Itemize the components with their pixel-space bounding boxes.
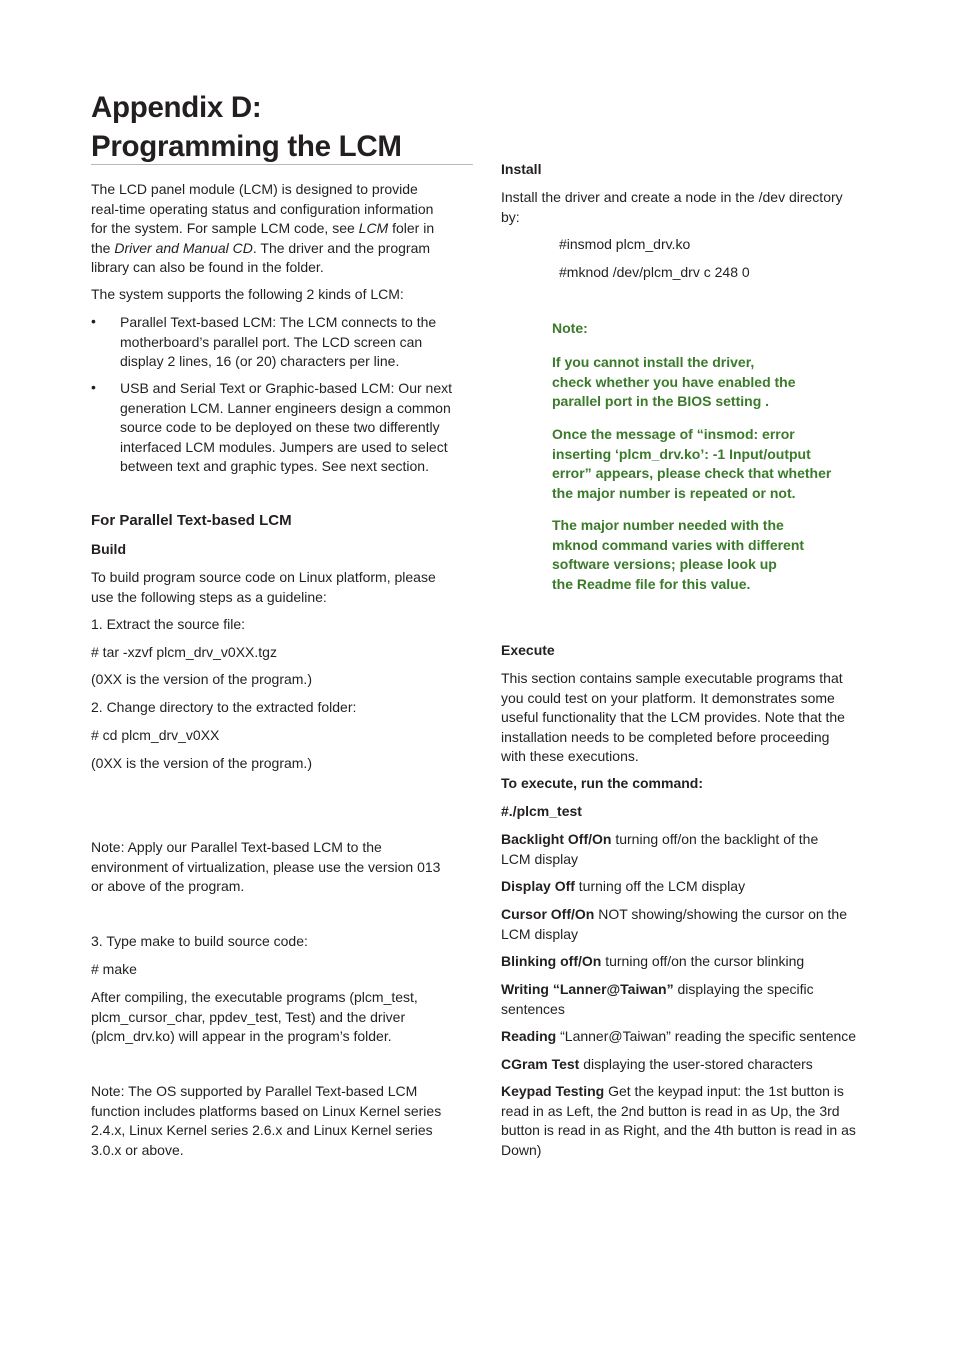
section-heading: For Parallel Text-based LCM bbox=[91, 512, 292, 529]
title-divider bbox=[91, 164, 473, 165]
run-label: To execute, run the command: bbox=[501, 775, 703, 791]
page-title bbox=[91, 88, 473, 166]
install-text: Install the driver and create a node in the /dev directory by: bbox=[501, 189, 843, 225]
intro-paragraph: The LCD panel module (LCM) is designed to provide real-time operating status and configuration information for the system. For sample LCM code, see LCM foler in the Driver and Manual CD. The driver and the program library can also be found in the folder. bbox=[91, 181, 435, 275]
execute-text: This section contains sample executable programs that you could test on your platform. It demonstrates some useful functionality that the LCM provides. Note that the installation needs to be completed before proceeding with these executions. bbox=[501, 670, 845, 764]
command-mknod: #mknod /dev/plcm_drv c 248 0 bbox=[559, 264, 750, 280]
step-2: 2. Change directory to the extracted folder: bbox=[91, 699, 357, 715]
item-blinking: Blinking off/On turning off/on the cursor blinking bbox=[501, 953, 805, 969]
run-command: #./plcm_test bbox=[501, 803, 582, 819]
note-paragraph-2: Once the message of “insmod: error inserting ‘plcm_drv.ko’: -1 Input/output error” appears, please check that whether the major number is repeated or not. bbox=[552, 426, 832, 501]
note-paragraph-3: The major number needed with the mknod command varies with different software versions; please look up the Readme file for this value. bbox=[552, 517, 805, 592]
build-heading: Build bbox=[91, 541, 126, 557]
item-reading: Reading “Lanner@Taiwan” reading the specific sentence bbox=[501, 1028, 857, 1044]
command-1: # tar -xzvf plcm_drv_v0XX.tgz bbox=[91, 644, 277, 660]
step-1: 1. Extract the source file: bbox=[91, 616, 246, 632]
item-display-off: Display Off turning off the LCM display bbox=[501, 878, 746, 894]
execute-heading: Execute bbox=[501, 642, 555, 658]
virtualization-note: Note: Apply our Parallel Text-based LCM to the environment of virtualization, please use the version 013 or above of the program. bbox=[91, 839, 441, 894]
item-backlight: Backlight Off/On turning off/on the backlight of the LCM display bbox=[501, 831, 819, 867]
bullet-mark: • bbox=[91, 379, 96, 395]
install-heading: Install bbox=[501, 161, 542, 177]
note-label: Note: bbox=[552, 320, 588, 336]
bullet-mark: • bbox=[91, 313, 96, 329]
step-3: 3. Type make to build source code: bbox=[91, 933, 308, 949]
item-cursor: Cursor Off/On NOT showing/showing the cursor on the LCM display bbox=[501, 906, 847, 942]
command-2: # cd plcm_drv_v0XX bbox=[91, 727, 220, 743]
supports-text: The system supports the following 2 kinds of LCM: bbox=[91, 286, 404, 302]
command-insmod: #insmod plcm_drv.ko bbox=[559, 236, 691, 252]
version-note-1: (0XX is the version of the program.) bbox=[91, 671, 312, 687]
version-note-2: (0XX is the version of the program.) bbox=[91, 755, 312, 771]
note-paragraph-1: If you cannot install the driver, check whether you have enabled the parallel port in the BIOS setting . bbox=[552, 354, 796, 409]
title-line-2: Programming the LCM bbox=[91, 130, 402, 163]
os-support-note: Note: The OS supported by Parallel Text-based LCM function includes platforms based on Linux Kernel series 2.4.x, Linux Kernel series 2.6.x and Linux Kernel series 3.0.x or above. bbox=[91, 1083, 442, 1158]
after-compiling-text: After compiling, the executable programs (plcm_test, plcm_cursor_char, ppdev_test, Test) and the driver (plcm_drv.ko) will appear in the program’s folder. bbox=[91, 989, 418, 1044]
item-writing: Writing “Lanner@Taiwan” displaying the specific sentences bbox=[501, 981, 814, 1017]
build-intro: To build program source code on Linux platform, please use the following steps as a guideline: bbox=[91, 569, 436, 605]
item-cgram: CGram Test displaying the user-stored characters bbox=[501, 1056, 813, 1072]
command-3: # make bbox=[91, 961, 137, 977]
item-keypad: Keypad Testing Get the keypad input: the 1st button is read in as Left, the 2nd button is read in as Up, the 3rd button is read in as Right, and the 4th button is read in as Down) bbox=[501, 1083, 856, 1158]
title-line-1: Appendix D: bbox=[91, 91, 262, 124]
